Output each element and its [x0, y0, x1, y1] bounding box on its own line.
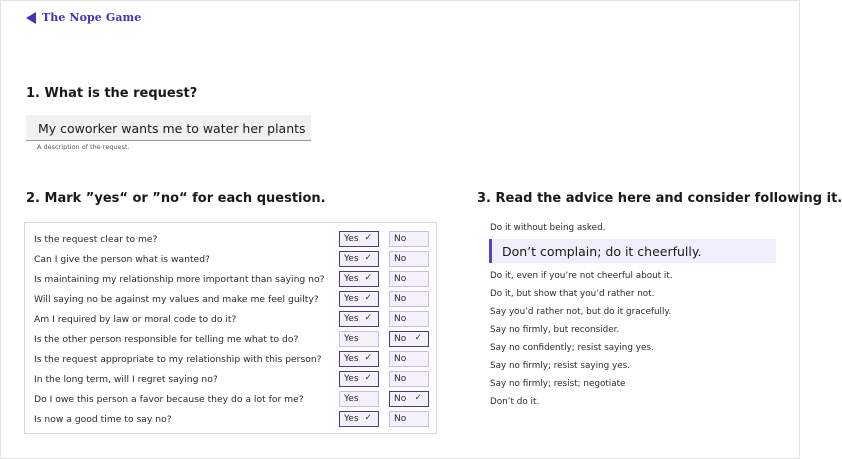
- question-text: Is the request appropriate to my relationship with this person?: [34, 354, 322, 365]
- app-title: The Nope Game: [42, 11, 142, 24]
- yes-option-label: Yes: [344, 274, 359, 284]
- yes-option-button[interactable]: [339, 391, 379, 407]
- yes-option-button[interactable]: [339, 351, 379, 367]
- question-text: Am I required by law or moral code to do it?: [34, 314, 237, 325]
- no-option-button[interactable]: [389, 291, 429, 307]
- yes-option-button[interactable]: [339, 231, 379, 247]
- no-option-label: No: [394, 354, 407, 364]
- questions-panel: [24, 222, 437, 434]
- checkmark-icon: ✓: [364, 373, 372, 383]
- yes-option-label: Yes: [344, 374, 359, 384]
- request-help-text: A description of the request.: [37, 143, 130, 151]
- checkmark-icon: ✓: [364, 233, 372, 243]
- advice-item: Say no confidently; resist saying yes.: [490, 343, 654, 353]
- yes-option-button[interactable]: [339, 311, 379, 327]
- no-option-label: No: [394, 334, 407, 344]
- no-option-button[interactable]: [389, 231, 429, 247]
- yes-option-button[interactable]: [339, 291, 379, 307]
- no-option-label: No: [394, 414, 407, 424]
- yes-option-label: Yes: [344, 414, 359, 424]
- no-option-button[interactable]: [389, 411, 429, 427]
- yes-option-button[interactable]: [339, 371, 379, 387]
- no-option-label: No: [394, 234, 407, 244]
- yes-option-button[interactable]: [339, 331, 379, 347]
- no-option-button[interactable]: [389, 371, 429, 387]
- yes-option-button[interactable]: [339, 271, 379, 287]
- yes-option-button[interactable]: [339, 411, 379, 427]
- advice-item: Do it, but show that you’d rather not.: [490, 289, 655, 299]
- yes-option-label: Yes: [344, 254, 359, 264]
- request-input[interactable]: [26, 115, 311, 141]
- checkmark-icon: ✓: [364, 293, 372, 303]
- checkmark-icon: ✓: [364, 413, 372, 423]
- checkmark-icon: ✓: [364, 353, 372, 363]
- yes-option-button[interactable]: [339, 251, 379, 267]
- question-text: Is the request clear to me?: [34, 234, 158, 245]
- question-row: [25, 351, 436, 371]
- no-option-label: No: [394, 314, 407, 324]
- question-row: [25, 231, 436, 251]
- no-option-label: No: [394, 294, 407, 304]
- no-option-button[interactable]: [389, 351, 429, 367]
- question-row: [25, 291, 436, 311]
- checkmark-icon: ✓: [364, 253, 372, 263]
- advice-item-highlighted: [489, 239, 776, 263]
- brand[interactable]: [26, 11, 141, 24]
- section-3-title: 3. Read the advice here and consider following it.: [477, 191, 842, 206]
- advice-highlighted-text: Don’t complain; do it cheerfully.: [502, 244, 702, 259]
- question-row: [25, 311, 436, 331]
- section-2-title: 2. Mark ”yes“ or ”no“ for each question.: [26, 191, 326, 206]
- no-option-label: No: [394, 274, 407, 284]
- advice-item: Say no firmly; resist; negotiate: [490, 379, 626, 389]
- question-text: Can I give the person what is wanted?: [34, 254, 210, 265]
- question-row: [25, 391, 436, 411]
- question-row: [25, 371, 436, 391]
- question-row: [25, 411, 436, 431]
- no-option-button[interactable]: [389, 271, 429, 287]
- no-option-label: No: [394, 254, 407, 264]
- back-arrow-icon[interactable]: [26, 12, 36, 24]
- checkmark-icon: ✓: [414, 393, 422, 403]
- question-text: Is maintaining my relationship more important than saying no?: [34, 274, 325, 285]
- advice-item: Do it without being asked.: [490, 223, 606, 233]
- checkmark-icon: ✓: [364, 313, 372, 323]
- yes-option-label: Yes: [344, 294, 359, 304]
- question-row: [25, 271, 436, 291]
- advice-item: Say no firmly, but reconsider.: [490, 325, 620, 335]
- no-option-button[interactable]: [389, 331, 429, 347]
- yes-option-label: Yes: [344, 394, 359, 404]
- no-option-label: No: [394, 394, 407, 404]
- advice-item: Do it, even if you’re not cheerful about it.: [490, 271, 673, 281]
- checkmark-icon: ✓: [364, 273, 372, 283]
- question-row: [25, 331, 436, 351]
- no-option-button[interactable]: [389, 251, 429, 267]
- checkmark-icon: ✓: [414, 333, 422, 343]
- question-text: Is the other person responsible for telling me what to do?: [34, 334, 299, 345]
- question-text: Will saying no be against my values and make me feel guilty?: [34, 294, 319, 305]
- request-input-value[interactable]: My coworker wants me to water her plants: [38, 121, 306, 136]
- no-option-button[interactable]: [389, 391, 429, 407]
- advice-item: Say no firmly; resist saying yes.: [490, 361, 630, 371]
- question-row: [25, 251, 436, 271]
- question-text: In the long term, will I regret saying no?: [34, 374, 218, 385]
- yes-option-label: Yes: [344, 234, 359, 244]
- question-text: Is now a good time to say no?: [34, 414, 172, 425]
- yes-option-label: Yes: [344, 334, 359, 344]
- yes-option-label: Yes: [344, 314, 359, 324]
- advice-item: Don’t do it.: [490, 397, 540, 407]
- no-option-label: No: [394, 374, 407, 384]
- yes-option-label: Yes: [344, 354, 359, 364]
- section-1-title: 1. What is the request?: [26, 86, 198, 101]
- question-text: Do I owe this person a favor because they do a lot for me?: [34, 394, 304, 405]
- advice-item: Say you’d rather not, but do it gracefully.: [490, 307, 672, 317]
- no-option-button[interactable]: [389, 311, 429, 327]
